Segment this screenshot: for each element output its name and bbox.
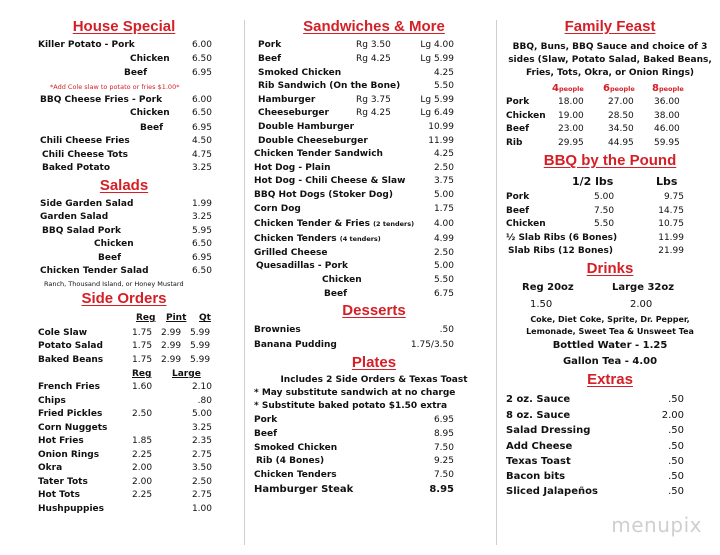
menu-item-price: 2.75 — [191, 490, 212, 500]
menu-item-price: 11.99 — [658, 233, 684, 243]
menu-item-name: Brownies — [254, 325, 301, 335]
menu-item-name — [254, 218, 414, 231]
menu-item-name: Salad Dressing — [506, 425, 591, 436]
menu-item-price: 1.75/3.50 — [410, 340, 454, 350]
menu-item-price: 6.00 — [191, 95, 212, 105]
menu-item-price: .50 — [439, 325, 454, 335]
menu-item-price: 18.00 — [558, 97, 584, 107]
item-sub-note: (4 tenders) — [339, 235, 381, 243]
menu-item-price-large: Lg 5.99 — [420, 54, 454, 64]
menu-item-price-reg: Rg 3.50 — [356, 40, 391, 50]
house-special-heading: House Special — [72, 18, 176, 35]
column-middle — [248, 0, 500, 555]
menu-item-price: 6.50 — [191, 239, 212, 249]
col-header-8-people — [652, 82, 684, 96]
col-header-4-people — [552, 82, 584, 96]
menu-item-name: Tater Tots — [38, 477, 88, 487]
menu-item-name: Pork — [254, 415, 278, 425]
menu-item-price: 2.50 — [433, 163, 454, 173]
salads-heading: Salads — [99, 177, 149, 194]
menu-item-name: Onion Rings — [38, 450, 100, 460]
menu-item-name: Beef — [98, 253, 121, 263]
menu-item-price: 5.95 — [191, 226, 212, 236]
menu-item-price: 5.00 — [594, 192, 615, 202]
side-orders-heading: Side Orders — [81, 290, 167, 307]
column-divider — [244, 20, 245, 545]
menu-item-price: 23.00 — [558, 124, 584, 134]
menu-item-price: 1.75 — [132, 355, 153, 365]
menu-item-name: Bacon bits — [506, 471, 566, 482]
menu-item-price: 5.99 — [190, 355, 211, 365]
menu-item-price-large: Lg 5.99 — [420, 95, 454, 105]
menu-item-price: 29.95 — [558, 138, 584, 148]
menu-item-price: 1.75 — [132, 328, 153, 338]
col-header-half-lbs: 1/2 lbs — [572, 175, 614, 188]
menu-item-name: Baked Potato — [42, 163, 110, 173]
menu-item-price: 5.99 — [190, 328, 211, 338]
menu-item-price: 2.99 — [161, 355, 182, 365]
menu-item-price: 4.25 — [433, 68, 454, 78]
menu-item-price: 28.50 — [608, 111, 634, 121]
drink-price-large: 2.00 — [630, 299, 653, 310]
menu-item-price: 2.00 — [661, 410, 684, 421]
menu-item-name: Beef — [506, 124, 529, 134]
bottled-water: Bottled Water - 1.25 — [552, 340, 668, 351]
menu-item-price: .50 — [668, 456, 684, 467]
menu-item-price: 8.95 — [433, 429, 454, 439]
drink-list: Lemonade, Sweet Tea & Unsweet Tea — [526, 327, 694, 336]
menu-item-name: 2 oz. Sauce — [506, 394, 571, 405]
people-count: 6 — [603, 83, 610, 94]
menu-item-price: 2.50 — [191, 477, 212, 487]
menu-item-price: 5.50 — [433, 81, 454, 91]
menu-item-name: Beef — [258, 54, 281, 64]
menu-item-name: Hamburger Steak — [254, 484, 354, 495]
menu-item-price: .80 — [197, 396, 212, 406]
menu-item-price: 6.95 — [191, 68, 212, 78]
menu-item-name: Smoked Chicken — [258, 68, 342, 78]
menu-item-price: 1.75 — [433, 204, 454, 214]
col-header-large: Large — [172, 369, 201, 379]
menu-item-price: 44.95 — [608, 138, 634, 148]
menu-item-price: 5.50 — [433, 275, 454, 285]
menu-item-name: Chicken — [506, 219, 546, 229]
menu-item-name: Texas Toast — [506, 456, 571, 467]
menu-item-price: 6.75 — [433, 289, 454, 299]
column-left — [0, 0, 248, 555]
menu-item-price: 2.50 — [433, 248, 454, 258]
menu-item-name: Chili Cheese Fries — [40, 136, 130, 146]
menu-item-name: Add Cheese — [506, 441, 573, 452]
plates-note: Includes 2 Side Orders & Texas Toast — [280, 375, 468, 385]
menu-item-name: Chicken Tender Sandwich — [254, 149, 383, 159]
menu-item-name: Fried Pickles — [38, 409, 103, 419]
menu-item-price: .50 — [668, 394, 684, 405]
coleslaw-addon-note: *Add Cole slaw to potato or fries $1.00* — [50, 83, 180, 91]
menu-item-price: 11.99 — [428, 136, 454, 146]
menu-item-name: Pork — [506, 192, 530, 202]
menu-item-name: Rib — [506, 138, 523, 148]
menu-item-price: 1.60 — [132, 382, 153, 392]
menu-item-price: 4.75 — [191, 150, 212, 160]
menu-item-price: 34.50 — [608, 124, 634, 134]
menu-item-price: 46.00 — [654, 124, 680, 134]
menu-item-price: 2.00 — [132, 463, 153, 473]
menu-item-price: 7.50 — [594, 206, 615, 216]
menu-item-name: Chicken — [94, 239, 134, 249]
menu-item-name: Okra — [38, 463, 63, 473]
bbq-by-pound-heading: BBQ by the Pound — [543, 152, 677, 169]
feast-description: Fries, Tots, Okra, or Onion Rings) — [525, 68, 695, 78]
menu-item-price: 2.00 — [132, 477, 153, 487]
menu-item-price: 6.50 — [191, 54, 212, 64]
menu-item-name: BBQ Salad Pork — [42, 226, 121, 236]
menu-item-name: Chicken — [506, 111, 546, 121]
menu-item-price-large: Lg 6.49 — [420, 108, 454, 118]
plates-note: * May substitute sandwich at no charge — [254, 388, 456, 398]
menu-item-name: Beef — [324, 289, 347, 299]
menu-item-price: 6.95 — [191, 253, 212, 263]
menu-item-price-reg: Rg 4.25 — [356, 54, 391, 64]
desserts-heading: Desserts — [342, 302, 406, 319]
menu-item-price: 5.99 — [190, 341, 211, 351]
menu-item-name: Chicken — [322, 275, 362, 285]
menu-item-price: 5.50 — [594, 219, 615, 229]
menu-item-name: Rib Sandwich (On the Bone) — [258, 81, 401, 91]
menu-item-price: .50 — [668, 425, 684, 436]
menu-item-price: 2.25 — [132, 490, 153, 500]
menu-item-price: 4.25 — [433, 149, 454, 159]
col-header-qt: Qt — [199, 313, 211, 323]
menu-item-price: 4.99 — [433, 234, 454, 244]
col-header-pint: Pint — [166, 313, 187, 323]
menu-item-price: 3.75 — [433, 176, 454, 186]
drink-price-reg: 1.50 — [530, 299, 553, 310]
menu-item-price: 3.50 — [191, 463, 212, 473]
menu-item-name: Killer Potato - Pork — [38, 40, 135, 50]
menu-item-price: 2.99 — [161, 341, 182, 351]
drink-size-reg: Reg 20oz — [522, 282, 574, 293]
menu-item-name: Chicken — [130, 108, 170, 118]
item-label: Chicken Tenders — [254, 234, 337, 244]
menu-item-name: Hot Dog - Plain — [254, 163, 331, 173]
menu-item-price: 19.00 — [558, 111, 584, 121]
menu-item-name: BBQ Hot Dogs (Stoker Dog) — [254, 190, 393, 200]
menu-item-name: Potato Salad — [38, 341, 103, 351]
menu-item-name: Double Hamburger — [258, 122, 355, 132]
menu-item-name: Side Garden Salad — [40, 199, 134, 209]
drink-list: Coke, Diet Coke, Sprite, Dr. Pepper, — [530, 315, 690, 324]
menu-item-price: 6.50 — [191, 108, 212, 118]
menu-item-name: Beef — [506, 206, 529, 216]
menu-item-price: 14.75 — [658, 206, 684, 216]
menu-item-price: 4.50 — [191, 136, 212, 146]
feast-description: BBQ, Buns, BBQ Sauce and choice of 3 — [512, 42, 708, 52]
gallon-tea: Gallon Tea - 4.00 — [562, 356, 658, 367]
menu-item-price-large: Lg 4.00 — [420, 40, 454, 50]
item-label: Chicken Tender & Fries — [254, 219, 370, 229]
menu-item-price: 59.95 — [654, 138, 680, 148]
menu-item-price: 5.00 — [433, 261, 454, 271]
menu-item-price: 5.00 — [433, 190, 454, 200]
menu-item-price: 7.50 — [433, 470, 454, 480]
menu-item-price: 2.10 — [191, 382, 212, 392]
people-count: 4 — [552, 83, 559, 94]
menu-item-name: Smoked Chicken — [254, 443, 338, 453]
item-sub-note: (2 tenders) — [373, 220, 415, 228]
col-header-lbs: Lbs — [656, 175, 678, 188]
people-label: people — [658, 85, 684, 93]
menu-item-name: Rib (4 Bones) — [256, 456, 325, 466]
menu-item-name: Corn Nuggets — [38, 423, 108, 433]
menu-item-price: 10.75 — [658, 219, 684, 229]
dressing-note: Ranch, Thousand Island, or Honey Mustard — [44, 280, 184, 288]
menu-item-name: Pork — [506, 97, 530, 107]
menu-item-name: Baked Beans — [38, 355, 104, 365]
menu-item-price: 2.25 — [132, 450, 153, 460]
menu-item-price: 36.00 — [654, 97, 680, 107]
menu-item-price: 3.25 — [191, 212, 212, 222]
menu-item-name: Cheeseburger — [258, 108, 329, 118]
menu-item-name: 8 oz. Sauce — [506, 410, 571, 421]
menu-item-name — [254, 233, 381, 246]
menu-item-name: Cole Slaw — [38, 328, 88, 338]
menu-item-name: Hot Fries — [38, 436, 84, 446]
menu-item-price: 2.35 — [191, 436, 212, 446]
menu-item-price: 21.99 — [658, 246, 684, 256]
drink-size-large: Large 32oz — [612, 282, 675, 293]
menu-item-name: ½ Slab Ribs (6 Bones) — [506, 233, 618, 243]
col-header-reg: Reg — [132, 369, 152, 379]
menu-item-price: 1.75 — [132, 341, 153, 351]
sandwiches-heading: Sandwiches & More — [303, 18, 445, 35]
menu-item-price: 6.50 — [191, 266, 212, 276]
menu-item-name: Beef — [254, 429, 277, 439]
menu-item-name: Corn Dog — [254, 204, 301, 214]
column-divider — [496, 20, 497, 545]
col-header-6-people — [603, 82, 635, 96]
menu-item-price: 6.95 — [191, 123, 212, 133]
menu-item-name: Pork — [258, 40, 282, 50]
menu-item-price: 2.75 — [191, 450, 212, 460]
menupix-watermark: menupix — [611, 513, 702, 537]
menu-item-name: Chili Cheese Tots — [42, 150, 129, 160]
menu-item-price: 7.50 — [433, 443, 454, 453]
col-header-reg: Reg — [136, 313, 156, 323]
menu-item-price: 3.25 — [191, 423, 212, 433]
menu-item-name: Beef — [124, 68, 147, 78]
menu-item-price-reg: Rg 3.75 — [356, 95, 391, 105]
extras-heading: Extras — [587, 371, 633, 388]
menu-item-price: 38.00 — [654, 111, 680, 121]
menu-item-name: Hot Tots — [38, 490, 80, 500]
menu-item-price: 27.00 — [608, 97, 634, 107]
menu-item-price: .50 — [668, 471, 684, 482]
menu-item-price: .50 — [668, 441, 684, 452]
people-label: people — [609, 85, 635, 93]
menu-item-name: BBQ Cheese Fries - Pork — [40, 95, 163, 105]
menu-item-price: 9.75 — [663, 192, 684, 202]
menu-item-name: Double Cheeseburger — [258, 136, 368, 146]
menu-item-name: Sliced Jalapeños — [506, 486, 598, 497]
menu-item-price: .50 — [668, 486, 684, 497]
menu-item-price: 1.85 — [132, 436, 153, 446]
menu-item-name: Hamburger — [258, 95, 316, 105]
menu-item-price: 1.00 — [191, 504, 212, 514]
plates-heading: Plates — [351, 354, 397, 371]
people-label: people — [558, 85, 584, 93]
menu-item-name: Chicken Tender Salad — [40, 266, 149, 276]
menu-item-name: Grilled Cheese — [254, 248, 328, 258]
menu-item-name: Hot Dog - Chili Cheese & Slaw — [254, 176, 406, 186]
menu-item-price: 2.99 — [161, 328, 182, 338]
menu-item-name: Banana Pudding — [254, 340, 337, 350]
menu-item-name: Slab Ribs (12 Bones) — [508, 246, 613, 256]
menu-item-price: 10.99 — [428, 122, 454, 132]
column-right — [500, 0, 720, 555]
menu-item-price: 5.00 — [191, 409, 212, 419]
menu-item-price: 9.25 — [433, 456, 454, 466]
feast-description: sides (Slaw, Potato Salad, Baked Beans, — [508, 55, 712, 65]
menu-item-price: 3.25 — [191, 163, 212, 173]
menu-item-name: Garden Salad — [40, 212, 109, 222]
menu-item-price-reg: Rg 4.25 — [356, 108, 391, 118]
plates-note: * Substitute baked potato $1.50 extra — [254, 401, 448, 411]
menu-item-name: French Fries — [38, 382, 100, 392]
menu-item-name: Chicken Tenders — [254, 470, 337, 480]
drinks-heading: Drinks — [586, 260, 634, 277]
menu-item-name: Beef — [140, 123, 163, 133]
menu-item-price: 2.50 — [132, 409, 153, 419]
menu-item-name: Quesadillas - Pork — [256, 261, 348, 271]
menu-item-name: Hushpuppies — [38, 504, 104, 514]
people-count: 8 — [652, 83, 659, 94]
menu-item-name: Chips — [38, 396, 66, 406]
menu-item-price: 1.99 — [191, 199, 212, 209]
family-feast-heading: Family Feast — [564, 18, 656, 35]
menu-item-price: 6.95 — [433, 415, 454, 425]
menu-item-price: 6.00 — [191, 40, 212, 50]
menu-item-price: 4.00 — [433, 219, 454, 229]
menu-item-price: 8.95 — [429, 484, 454, 495]
menu-item-name: Chicken — [130, 54, 170, 64]
